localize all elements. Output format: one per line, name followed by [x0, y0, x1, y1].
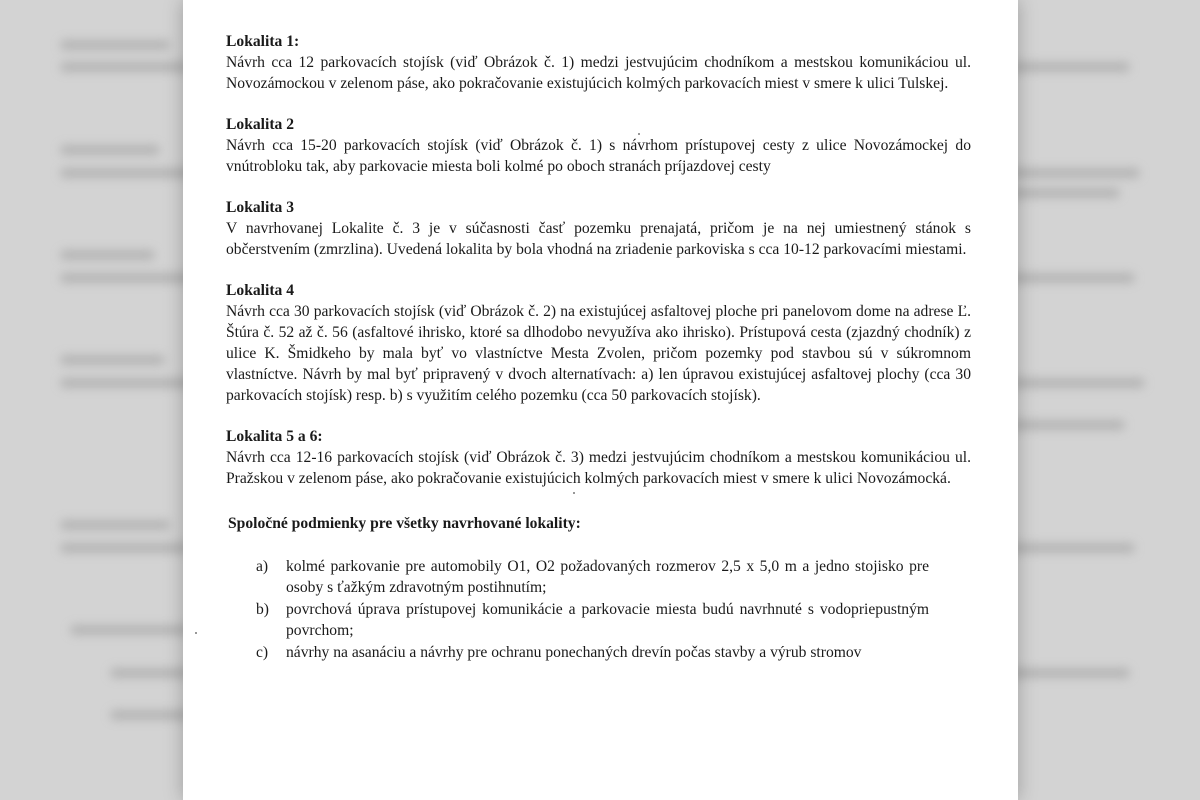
scan-speck — [573, 492, 575, 494]
list-marker: b) — [256, 601, 269, 618]
document-content — [226, 31, 971, 664]
list-item — [256, 556, 971, 598]
document-page — [183, 0, 1018, 800]
list-item-text: kolmé parkovanie pre automobily O1, O2 požadovaných rozmerov 2,5 x 5,0 m a jedno stojisko pre osoby s ťažkým zdravotným postihnutím; — [286, 558, 929, 596]
blurred-background-right — [1000, 0, 1200, 800]
section-lokalita-4 — [226, 280, 971, 406]
section-body: Návrh cca 12-16 parkovacích stojísk (viď Obrázok č. 3) medzi jestvujúcim chodníkom a mestskou komunikáciou ul. Pražskou v zelenom páse, ako pokračovanie existujúcich kolmých parkovacích miest v smere k ulici Novozámocká. — [226, 449, 971, 487]
scan-speck — [195, 632, 197, 634]
list-item — [256, 642, 971, 663]
section-lokalita-1 — [226, 31, 971, 94]
section-body: Návrh cca 12 parkovacích stojísk (viď Obrázok č. 1) medzi jestvujúcim chodníkom a mestskou komunikáciou ul. Novozámockou v zelenom páse, ako pokračovanie existujúcich kolmých parkovacích miest v smere k ulici Tulskej. — [226, 54, 971, 92]
section-body: V navrhovanej Lokalite č. 3 je v súčasnosti časť pozemku prenajatá, pričom je na nej umiestnený stánok s občerstvením (zmrzlina). Uvedená lokalita by bola vhodná na zriadenie parkoviska s cca 10-12 parkovacími miestami. — [226, 220, 971, 258]
section-lokalita-3 — [226, 197, 971, 260]
common-conditions-list — [226, 556, 971, 663]
list-item — [256, 599, 971, 641]
section-heading: Lokalita 2 — [226, 116, 295, 133]
list-marker: c) — [256, 644, 269, 661]
section-body: Návrh cca 15-20 parkovacích stojísk (viď Obrázok č. 1) s návrhom prístupovej cesty z ulice Novozámockej do vnútrobloku tak, aby parkovacie miesta boli kolmé po oboch stranách príjazdovej cesty — [226, 137, 971, 175]
section-heading: Lokalita 5 a 6: — [226, 428, 323, 445]
blurred-background-left — [0, 0, 200, 800]
section-heading: Lokalita 4 — [226, 282, 295, 299]
list-item-text: povrchová úprava prístupovej komunikácie a parkovacie miesta budú navrhnuté s vodopriepustným povrchom; — [286, 601, 929, 639]
scan-speck — [638, 133, 640, 135]
list-marker: a) — [256, 558, 269, 575]
list-item-text: návrhy na asanáciu a návrhy pre ochranu ponechaných drevín počas stavby a výrub stromov — [286, 644, 862, 661]
section-heading: Lokalita 1: — [226, 33, 300, 50]
section-heading: Lokalita 3 — [226, 199, 295, 216]
common-conditions-heading: Spoločné podmienky pre všetky navrhované lokality: — [228, 515, 581, 532]
section-lokalita-5-6 — [226, 426, 971, 489]
section-lokalita-2 — [226, 114, 971, 177]
section-body: Návrh cca 30 parkovacích stojísk (viď Obrázok č. 2) na existujúcej asfaltovej ploche pri panelovom dome na adrese Ľ. Štúra č. 52 až č. 56 (asfaltové ihrisko, ktoré sa dlhodobo nevyužíva ako ihrisko). Prístupová cesta (zjazdný chodník) z ulice K. Šmidkeho by mala byť vo vlastníctve Mesta Zvolen, pričom pozemky pod stavbou sú v súkromnom vlastníctve. Návrh by mal byť pripravený v dvoch alternatívach: a) len úpravou existujúcej asfaltovej plochy (cca 30 parkovacích stojísk) resp. b) s využitím celého pozemku (cca 50 parkovacích stojísk). — [226, 303, 971, 404]
